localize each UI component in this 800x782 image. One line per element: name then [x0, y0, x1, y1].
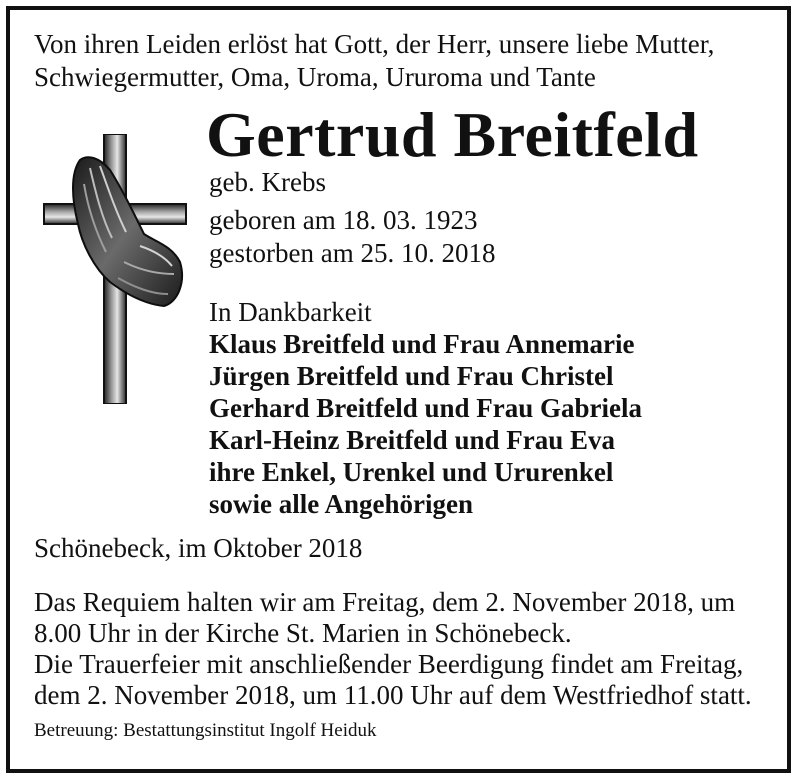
service-details — [34, 587, 752, 711]
funeral-home: Betreuung: Bestattungsinstitut Ingolf Heiduk — [34, 720, 377, 741]
intro-text — [34, 28, 714, 94]
mourner-entry: Karl-Heinz Breitfeld und Frau Eva — [209, 425, 615, 455]
service-line: Die Trauerfeier mit anschließender Beerdigung findet am Freitag, — [34, 649, 744, 679]
place-date: Schönebeck, im Oktober 2018 — [34, 533, 363, 563]
service-line: Das Requiem halten wir am Freitag, dem 2. November 2018, um — [34, 587, 736, 617]
gratitude-line: In Dankbarkeit — [209, 297, 372, 327]
mourner-entry: Gerhard Breitfeld und Frau Gabriela — [209, 393, 642, 423]
intro-line: Schwiegermutter, Oma, Uroma, Ururoma und Tante — [34, 62, 596, 92]
service-line: 8.00 Uhr in der Kirche St. Marien in Schönebeck. — [34, 618, 572, 648]
life-dates — [209, 204, 495, 270]
mourner-entry: Jürgen Breitfeld und Frau Christel — [209, 361, 614, 391]
mourner-entry: sowie alle Angehörigen — [209, 489, 473, 519]
deceased-name: Gertrud Breitfeld — [206, 99, 699, 170]
mourner-entry: Klaus Breitfeld und Frau Annemarie — [209, 329, 635, 359]
birth-name: geb. Krebs — [209, 167, 326, 197]
birth-date: geboren am 18. 03. 1923 — [209, 205, 478, 235]
service-line: dem 2. November 2018, um 11.00 Uhr auf dem Westfriedhof statt. — [34, 680, 752, 710]
cross-with-praying-hands-icon — [40, 134, 190, 404]
mourners-list — [209, 328, 642, 520]
mourner-entry: ihre Enkel, Urenkel und Ururenkel — [209, 457, 614, 487]
death-date: gestorben am 25. 10. 2018 — [209, 238, 496, 268]
intro-line: Von ihren Leiden erlöst hat Gott, der Herr, unsere liebe Mutter, — [34, 29, 715, 59]
